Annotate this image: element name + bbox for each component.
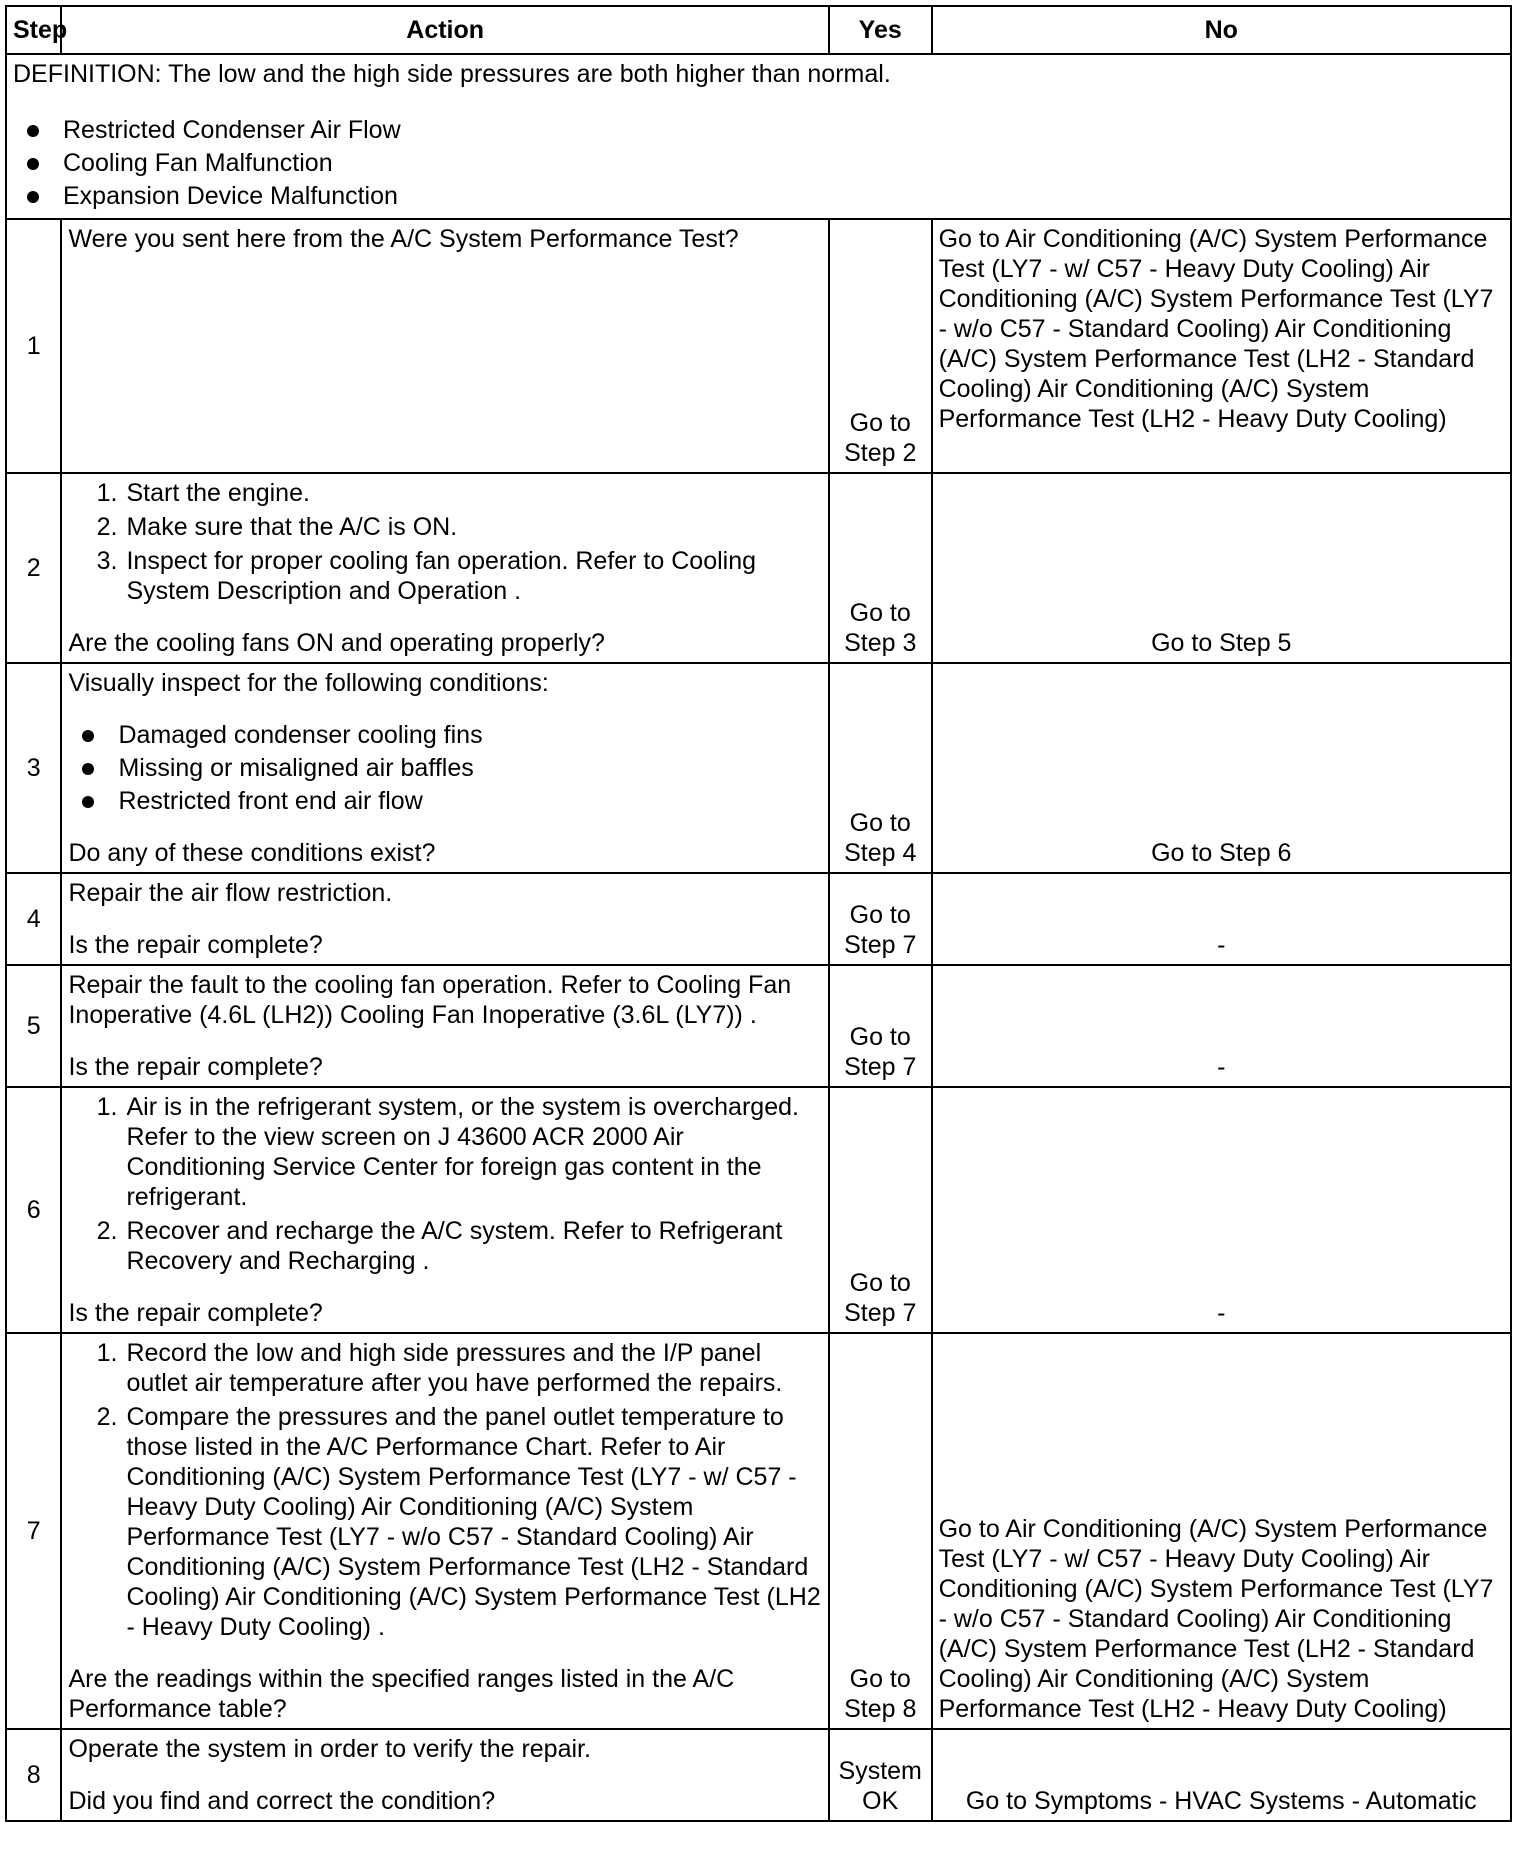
action-cell — [61, 1087, 828, 1333]
intro-text: Visually inspect for the following conditions: — [68, 669, 549, 697]
action-cell — [61, 1729, 828, 1821]
yes-link[interactable]: Go to Step 7 — [829, 1087, 932, 1333]
question-text: Are the readings within the specified ranges listed in the A/C Performance table? — [68, 1665, 735, 1723]
action-step: 2. Recover and recharge the A/C system. Refer to Refrigerant Recovery and Recharging . — [96, 1217, 783, 1275]
step-number: 7 — [6, 1333, 61, 1729]
table-row — [6, 1729, 1511, 1821]
definition-row — [6, 54, 1511, 219]
no-link[interactable]: Go to Air Conditioning (A/C) System Performance Test (LY7 - w/ C57 - Heavy Duty Cooling) Air Conditioning (A/C) System Performance Test (LY7 - w/o C57 - Standard Cooling) Air Conditioning (A/C) System Performance Test (LH2 - Standard Cooling) Air Conditioning (A/C) System Performance Test (LH2 - Heavy Duty Cooling) — [932, 219, 1511, 473]
definition-bullets — [13, 115, 1504, 211]
action-step: 2. Make sure that the A/C is ON. — [96, 513, 458, 541]
action-cell — [61, 473, 828, 663]
yes-link[interactable]: Go to Step 7 — [829, 873, 932, 965]
diagnostic-table — [5, 5, 1512, 1822]
question-text: Are the cooling fans ON and operating properly? — [68, 629, 605, 657]
header-yes: Yes — [829, 6, 932, 54]
action-step: 1. Air is in the refrigerant system, or the system is overcharged. Refer to the view screen on J 43600 ACR 2000 Air Conditioning Service Center for foreign gas content in the refrigerant. — [96, 1093, 799, 1211]
no-value: - — [932, 1087, 1511, 1333]
no-link[interactable]: Go to Step 5 — [932, 473, 1511, 663]
header-row — [6, 6, 1511, 54]
yes-value: System OK — [829, 1729, 932, 1821]
definition-bullet: Cooling Fan Malfunction — [13, 148, 1504, 178]
condition-bullet: Damaged condenser cooling fins — [68, 720, 821, 750]
table-row — [6, 873, 1511, 965]
intro-text: Operate the system in order to verify the repair. — [68, 1735, 591, 1763]
step-number: 8 — [6, 1729, 61, 1821]
step-number: 5 — [6, 965, 61, 1087]
step-number: 2 — [6, 473, 61, 663]
definition-bullet: Expansion Device Malfunction — [13, 181, 1504, 211]
action-step: 3. Inspect for proper cooling fan operation. Refer to Cooling System Description and Operation . — [96, 547, 757, 605]
table-row — [6, 473, 1511, 663]
definition-bullet: Restricted Condenser Air Flow — [13, 115, 1504, 145]
yes-link[interactable]: Go to Step 2 — [829, 219, 932, 473]
no-value: - — [932, 965, 1511, 1087]
step-number: 4 — [6, 873, 61, 965]
header-action: Action — [61, 6, 828, 54]
action-steps — [68, 1092, 821, 1276]
question-text: Did you find and correct the condition? — [68, 1787, 496, 1815]
no-value: - — [932, 873, 1511, 965]
yes-link[interactable]: Go to Step 7 — [829, 965, 932, 1087]
no-link[interactable]: Go to Air Conditioning (A/C) System Performance Test (LY7 - w/ C57 - Heavy Duty Cooling) Air Conditioning (A/C) System Performance Test (LY7 - w/o C57 - Standard Cooling) Air Conditioning (A/C) System Performance Test (LH2 - Standard Cooling) Air Conditioning (A/C) System Performance Test (LH2 - Heavy Duty Cooling) — [932, 1333, 1511, 1729]
intro-text: Repair the air flow restriction. — [68, 879, 393, 907]
header-step: Step — [6, 6, 61, 54]
question-text: Is the repair complete? — [68, 1299, 323, 1327]
action-steps — [68, 478, 821, 606]
action-cell — [61, 873, 828, 965]
action-step: 1. Record the low and high side pressures and the I/P panel outlet air temperature after you have performed the repairs. — [96, 1339, 783, 1397]
action-steps — [68, 1338, 821, 1642]
table-row — [6, 219, 1511, 473]
table-row — [6, 1333, 1511, 1729]
question-text: Is the repair complete? — [68, 1053, 323, 1081]
condition-bullets — [68, 720, 821, 816]
action-cell — [61, 663, 828, 873]
yes-link[interactable]: Go to Step 4 — [829, 663, 932, 873]
table-row — [6, 1087, 1511, 1333]
no-link[interactable]: Go to Symptoms - HVAC Systems - Automatic — [932, 1729, 1511, 1821]
action-cell — [61, 1333, 828, 1729]
definition-text: DEFINITION: The low and the high side pressures are both higher than normal. — [13, 60, 891, 88]
action-cell — [61, 965, 828, 1087]
table-row — [6, 663, 1511, 873]
action-step: 1. Start the engine. — [96, 479, 310, 507]
question-text: Do any of these conditions exist? — [68, 839, 436, 867]
header-no: No — [932, 6, 1511, 54]
question-text: Is the repair complete? — [68, 931, 323, 959]
step-number: 1 — [6, 219, 61, 473]
no-link[interactable]: Go to Step 6 — [932, 663, 1511, 873]
intro-text: Repair the fault to the cooling fan operation. Refer to Cooling Fan Inoperative (4.6L (LH2)) Cooling Fan Inoperative (3.6L (LY7)) . — [68, 971, 792, 1029]
yes-link[interactable]: Go to Step 8 — [829, 1333, 932, 1729]
table-row — [6, 965, 1511, 1087]
definition-cell — [6, 54, 1511, 219]
action-step: 2. Compare the pressures and the panel outlet temperature to those listed in the A/C Performance Chart. Refer to Air Conditioning (A/C) System Performance Test (LY7 - w/ C57 - Heavy Duty Cooling) Air Conditioning (A/C) System Performance Test (LY7 - w/o C57 - Standard Cooling) Air Conditioning (A/C) System Performance Test (LH2 - Standard Cooling) Air Conditioning (A/C) System Performance Test (LH2 - Heavy Duty Cooling) . — [96, 1403, 821, 1641]
step-number: 3 — [6, 663, 61, 873]
action-cell — [61, 219, 828, 473]
condition-bullet: Missing or misaligned air baffles — [68, 753, 821, 783]
question-text: Were you sent here from the A/C System Performance Test? — [68, 225, 739, 253]
yes-link[interactable]: Go to Step 3 — [829, 473, 932, 663]
condition-bullet: Restricted front end air flow — [68, 786, 821, 816]
step-number: 6 — [6, 1087, 61, 1333]
